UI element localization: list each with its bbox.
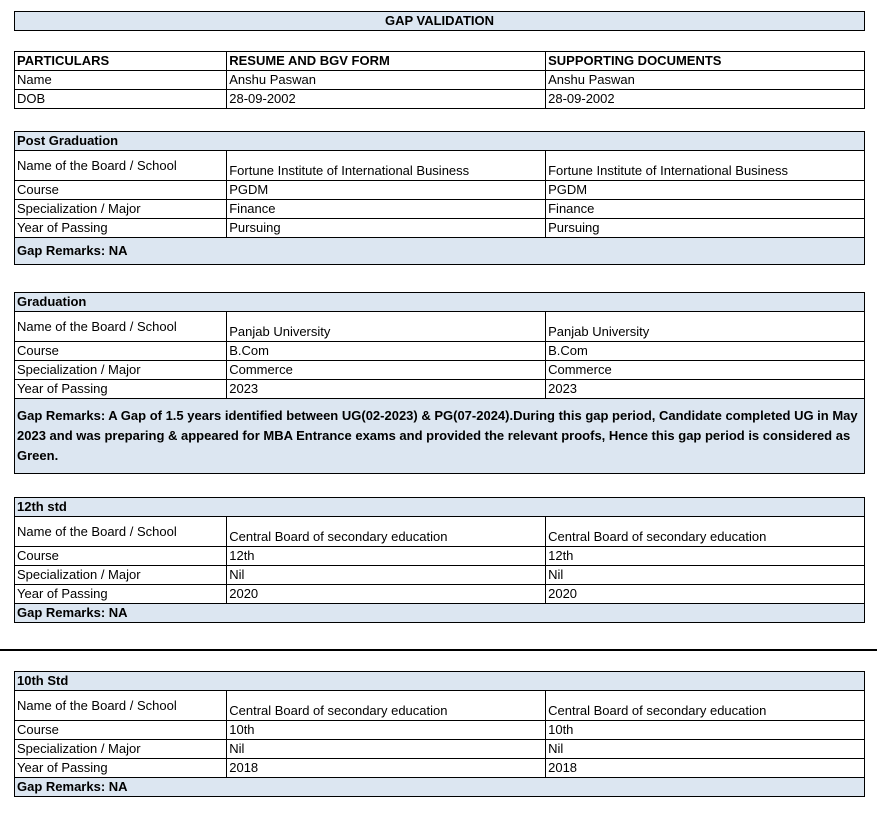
row-label: Specialization / Major (15, 566, 227, 585)
tenth-std-table (14, 671, 865, 797)
section-heading: Graduation (15, 293, 865, 312)
row-label: Name of the Board / School (15, 517, 227, 547)
table-row (15, 759, 865, 778)
resume-value: Central Board of secondary education (227, 691, 546, 721)
title-table (14, 11, 865, 31)
gap-remark-row (15, 399, 865, 474)
table-row (15, 691, 865, 721)
row-label: Year of Passing (15, 585, 227, 604)
dob-row (15, 90, 865, 109)
row-label: Course (15, 342, 227, 361)
table-row (15, 312, 865, 342)
table-row (15, 219, 865, 238)
header-row (15, 52, 865, 71)
gap-remark-row (15, 778, 865, 797)
header-documents: SUPPORTING DOCUMENTS (546, 52, 865, 71)
resume-value: Pursuing (227, 219, 546, 238)
docs-value: 10th (546, 721, 865, 740)
particulars-table (14, 51, 865, 109)
table-row (15, 361, 865, 380)
title-row (15, 12, 865, 31)
row-label: Year of Passing (15, 380, 227, 399)
header-particulars: PARTICULARS (15, 52, 227, 71)
header-resume: RESUME AND BGV FORM (227, 52, 546, 71)
resume-value: Panjab University (227, 312, 546, 342)
resume-value: Nil (227, 566, 546, 585)
section-heading-row (15, 498, 865, 517)
gap-remark: Gap Remarks: NA (15, 778, 865, 797)
docs-value: 2023 (546, 380, 865, 399)
table-row (15, 181, 865, 200)
docs-value: Panjab University (546, 312, 865, 342)
page-title: GAP VALIDATION (15, 12, 865, 31)
docs-value: Pursuing (546, 219, 865, 238)
docs-value: Central Board of secondary education (546, 517, 865, 547)
table-row (15, 547, 865, 566)
row-label: Specialization / Major (15, 361, 227, 380)
resume-value: Nil (227, 740, 546, 759)
section-heading: 12th std (15, 498, 865, 517)
post-graduation-table (14, 131, 865, 265)
gap-remark-row (15, 238, 865, 265)
docs-value: Central Board of secondary education (546, 691, 865, 721)
section-heading: 10th Std (15, 672, 865, 691)
resume-value: PGDM (227, 181, 546, 200)
row-label: Name (15, 71, 227, 90)
docs-value: 2018 (546, 759, 865, 778)
row-label: Year of Passing (15, 759, 227, 778)
docs-value: Finance (546, 200, 865, 219)
docs-value: 12th (546, 547, 865, 566)
table-row (15, 740, 865, 759)
resume-value: 28-09-2002 (227, 90, 546, 109)
docs-value: 28-09-2002 (546, 90, 865, 109)
resume-value: Finance (227, 200, 546, 219)
resume-value: 2020 (227, 585, 546, 604)
resume-value: 2018 (227, 759, 546, 778)
gap-remark: Gap Remarks: NA (15, 604, 865, 623)
table-row (15, 380, 865, 399)
section-divider (0, 649, 877, 651)
row-label: Name of the Board / School (15, 691, 227, 721)
name-row (15, 71, 865, 90)
resume-value: 2023 (227, 380, 546, 399)
docs-value: 2020 (546, 585, 865, 604)
table-row (15, 342, 865, 361)
row-label: Course (15, 181, 227, 200)
resume-value: Anshu Paswan (227, 71, 546, 90)
row-label: Specialization / Major (15, 740, 227, 759)
row-label: Name of the Board / School (15, 151, 227, 181)
docs-value: Nil (546, 740, 865, 759)
table-row (15, 517, 865, 547)
section-heading-row (15, 672, 865, 691)
row-label: Name of the Board / School (15, 312, 227, 342)
row-label: Course (15, 721, 227, 740)
row-label: Specialization / Major (15, 200, 227, 219)
resume-value: 10th (227, 721, 546, 740)
table-row (15, 151, 865, 181)
table-row (15, 200, 865, 219)
docs-value: B.Com (546, 342, 865, 361)
row-label: Year of Passing (15, 219, 227, 238)
resume-value: Fortune Institute of International Business (227, 151, 546, 181)
row-label: DOB (15, 90, 227, 109)
docs-value: PGDM (546, 181, 865, 200)
section-heading: Post Graduation (15, 132, 865, 151)
resume-value: Central Board of secondary education (227, 517, 546, 547)
twelfth-std-table (14, 497, 865, 623)
resume-value: B.Com (227, 342, 546, 361)
table-row (15, 585, 865, 604)
section-heading-row (15, 132, 865, 151)
docs-value: Commerce (546, 361, 865, 380)
docs-value: Anshu Paswan (546, 71, 865, 90)
gap-remark-row (15, 604, 865, 623)
gap-remark: Gap Remarks: NA (15, 238, 865, 265)
graduation-table (14, 292, 865, 474)
section-heading-row (15, 293, 865, 312)
row-label: Course (15, 547, 227, 566)
resume-value: 12th (227, 547, 546, 566)
docs-value: Fortune Institute of International Business (546, 151, 865, 181)
table-row (15, 721, 865, 740)
gap-remark: Gap Remarks: A Gap of 1.5 years identified between UG(02-2023) & PG(07-2024).During this gap period, Candidate completed UG in May 2023 and was preparing & appeared for MBA Entrance exams and provided the relevant proofs, Hence this gap period is considered as Green. (15, 399, 865, 474)
table-row (15, 566, 865, 585)
docs-value: Nil (546, 566, 865, 585)
resume-value: Commerce (227, 361, 546, 380)
